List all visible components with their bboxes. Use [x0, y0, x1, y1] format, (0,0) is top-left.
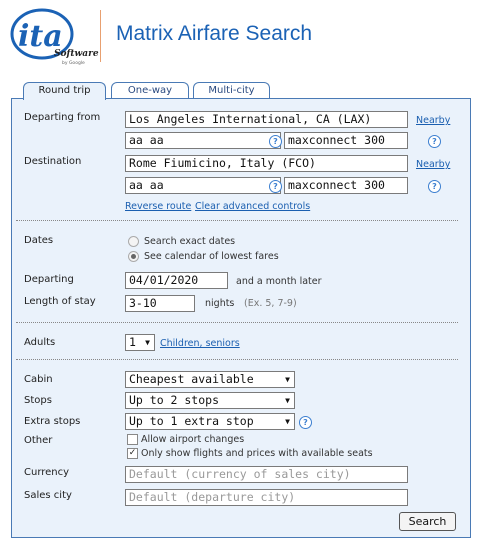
- extra-stops-help-icon[interactable]: ?: [299, 416, 312, 429]
- sales-city-label: Sales city: [24, 490, 72, 501]
- chevron-down-icon: ▼: [285, 396, 290, 405]
- cabin-select[interactable]: [125, 371, 295, 388]
- destination-extension-input[interactable]: maxconnect 300: [284, 177, 408, 194]
- app-title: Matrix Airfare Search: [116, 22, 313, 45]
- nights-label: nights: [205, 298, 235, 309]
- only-available-seats-label: Only show flights and prices with available seats: [141, 448, 373, 459]
- departing-date-label: Departing: [24, 274, 74, 285]
- logo-software-text: Software: [54, 49, 99, 59]
- cabin-select-value: Cheapest available: [129, 372, 254, 386]
- length-of-stay-label: Length of stay: [24, 296, 96, 307]
- search-exact-dates-radio[interactable]: [128, 236, 139, 247]
- length-of-stay-input[interactable]: 3-10: [125, 295, 195, 312]
- departing-routing-input[interactable]: aa aa: [125, 132, 281, 149]
- sales-city-input[interactable]: Default (departure city): [125, 489, 408, 506]
- other-label: Other: [24, 435, 53, 446]
- calendar-lowest-fares-label: See calendar of lowest fares: [144, 251, 279, 262]
- stops-select-value: Up to 2 stops: [129, 393, 220, 407]
- chevron-down-icon: ▼: [145, 338, 150, 347]
- extra-stops-label: Extra stops: [24, 416, 81, 427]
- clear-advanced-controls-link[interactable]: Clear advanced controls: [195, 201, 311, 212]
- dates-label: Dates: [24, 235, 54, 246]
- departing-extension-input[interactable]: maxconnect 300: [284, 132, 408, 149]
- calendar-lowest-fares-radio[interactable]: [128, 251, 139, 262]
- destination-input[interactable]: Rome Fiumicino, Italy (FCO): [125, 155, 408, 172]
- chevron-down-icon: ▼: [285, 417, 290, 426]
- logo-by-google-text: by Google: [62, 61, 85, 66]
- section-divider: [16, 220, 458, 221]
- chevron-down-icon: ▼: [285, 375, 290, 384]
- currency-input[interactable]: Default (currency of sales city): [125, 466, 408, 483]
- search-button[interactable]: Search: [399, 512, 456, 531]
- tab-one-way[interactable]: One-way: [111, 82, 189, 99]
- tab-round-trip[interactable]: Round trip: [23, 82, 106, 100]
- extra-stops-select-value: Up to 1 extra stop: [129, 414, 254, 428]
- departing-extension-help-icon[interactable]: ?: [428, 135, 441, 148]
- cabin-label: Cabin: [24, 374, 53, 385]
- allow-airport-changes-label: Allow airport changes: [141, 434, 245, 445]
- tab-multi-city[interactable]: Multi-city: [193, 82, 270, 99]
- departing-nearby-link[interactable]: Nearby: [416, 115, 451, 126]
- allow-airport-changes-checkbox[interactable]: [127, 434, 138, 445]
- only-available-seats-checkbox[interactable]: ✓: [128, 448, 137, 458]
- departing-from-input[interactable]: Los Angeles International, CA (LAX): [125, 111, 408, 128]
- destination-nearby-link[interactable]: Nearby: [416, 159, 451, 170]
- header-divider: [100, 10, 101, 62]
- adults-select-value: 1: [129, 335, 136, 349]
- adults-label: Adults: [24, 337, 56, 348]
- logo-ita-text: ita: [18, 19, 63, 54]
- ita-software-logo: [8, 6, 99, 66]
- destination-routing-help-icon[interactable]: ?: [269, 180, 282, 193]
- departing-routing-help-icon[interactable]: ?: [269, 135, 282, 148]
- section-divider: [16, 359, 458, 360]
- children-seniors-link[interactable]: Children, seniors: [160, 338, 240, 349]
- destination-routing-input[interactable]: aa aa: [125, 177, 281, 194]
- stops-select[interactable]: [125, 392, 295, 409]
- extra-stops-select[interactable]: [125, 413, 295, 430]
- departing-date-input[interactable]: 04/01/2020: [125, 272, 228, 289]
- length-of-stay-hint: (Ex. 5, 7-9): [244, 298, 297, 309]
- search-exact-dates-label: Search exact dates: [144, 236, 236, 247]
- adults-select[interactable]: [125, 334, 155, 351]
- departing-date-suffix: and a month later: [236, 276, 322, 287]
- currency-label: Currency: [24, 467, 70, 478]
- section-divider: [16, 322, 458, 323]
- reverse-route-link[interactable]: Reverse route: [125, 201, 192, 212]
- destination-extension-help-icon[interactable]: ?: [428, 180, 441, 193]
- destination-label: Destination: [24, 156, 82, 167]
- stops-label: Stops: [24, 395, 52, 406]
- departing-from-label: Departing from: [24, 112, 101, 123]
